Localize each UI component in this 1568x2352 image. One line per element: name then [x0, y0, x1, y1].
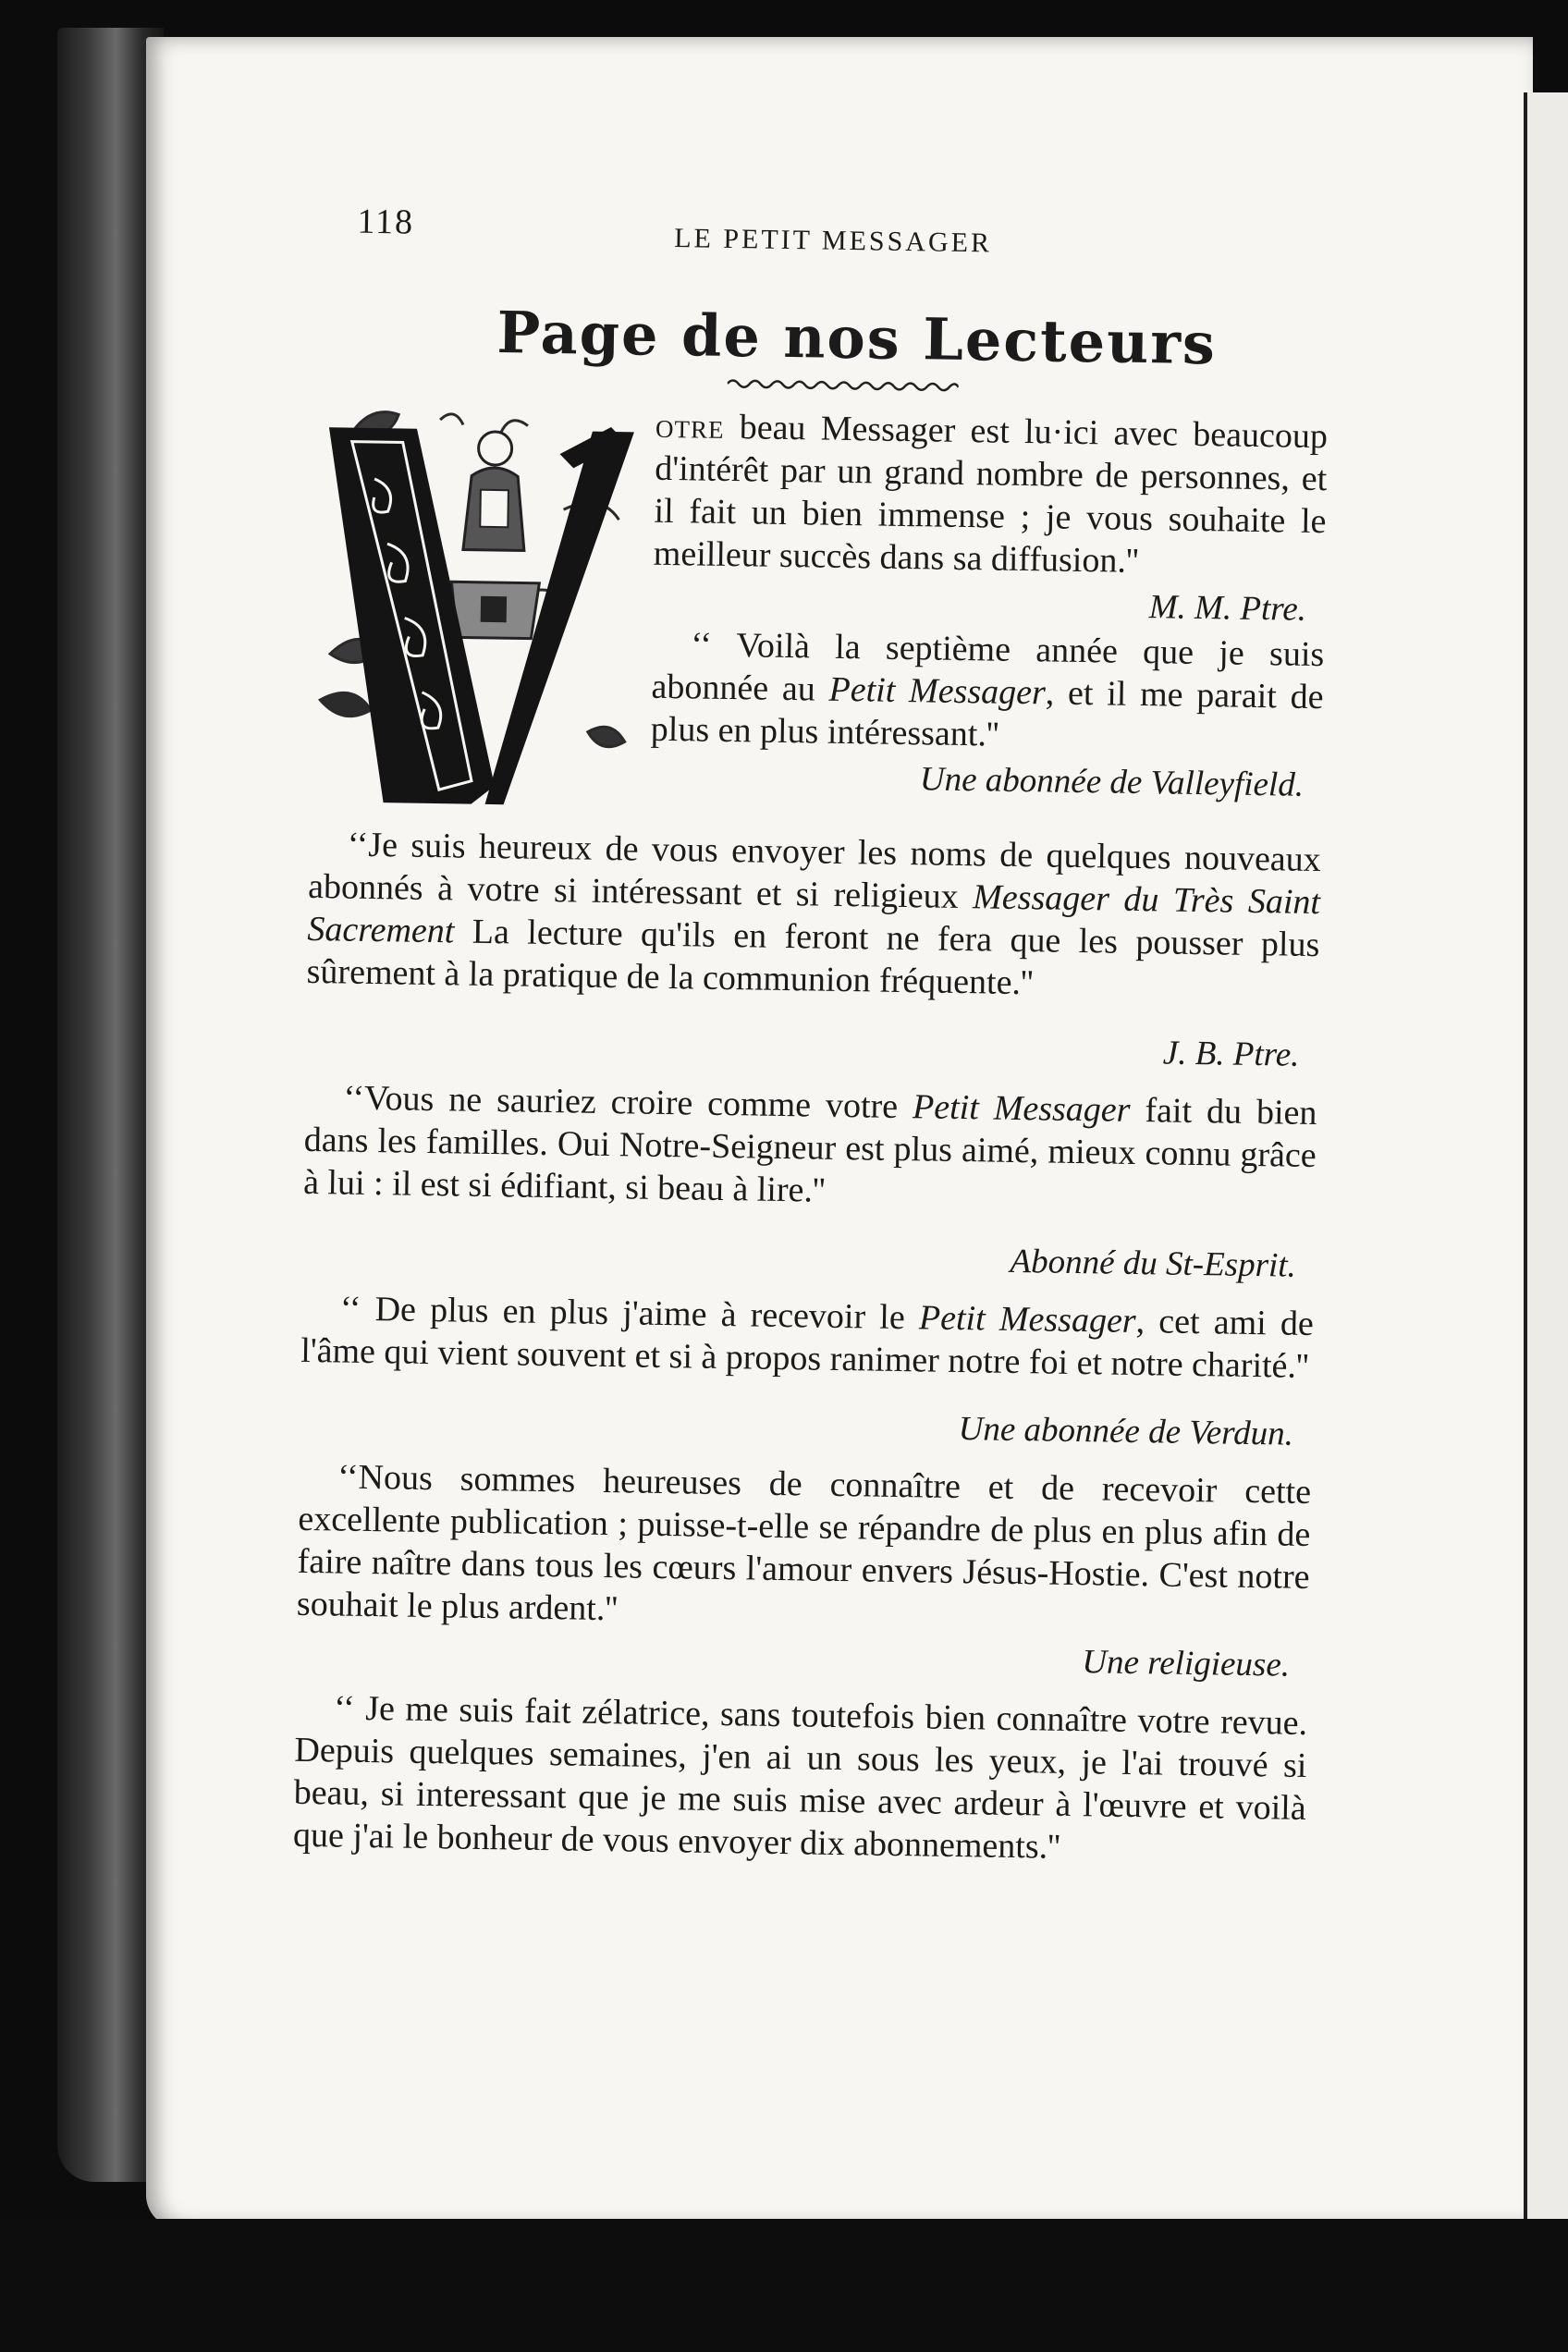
quote-3-text-after: La lecture qu'ils en feront ne fera que les pousser plus sûrement à la pratique de la communion fréquente.''	[306, 912, 1320, 1003]
quote-3	[306, 823, 1321, 1009]
quote-5-italic: Petit Messager	[918, 1298, 1136, 1341]
title-ornament	[728, 375, 959, 396]
quote-6	[297, 1455, 1312, 1641]
quote-5-text-after: , cet ami de l'âme qui vient souvent et si à propos ranimer notre foi et notre charité.''	[300, 1302, 1315, 1386]
quote-2	[651, 623, 1325, 761]
quote-4	[303, 1076, 1317, 1219]
page-number: 118	[357, 202, 415, 242]
scan-background	[0, 2219, 1568, 2352]
quote-1-smallcaps: otre	[655, 406, 725, 447]
quote-6-text: ‘‘Nous sommes heureuses de connaître et de recevoir cette excellente publication ; puisse-t-elle se répandre de plus en plus afin de faire naître dans tous les cœurs l'amour envers Jésus-Hostie. C'est notre souhait le plus ardent.''	[296, 1457, 1312, 1629]
signature-5: Une abonnée de Verdun.	[958, 1410, 1294, 1453]
quote-7	[293, 1686, 1308, 1872]
page-content	[293, 190, 1331, 1872]
illuminated-letter-v	[309, 395, 634, 815]
quote-2-italic: Petit Messager	[828, 669, 1047, 713]
quote-4-text-after: fait du bien dans les familles. Oui Notre-Seigneur est plus aimé, mieux connu grâce à lui : il est si édifiant, si beau à lire.''	[302, 1090, 1317, 1210]
quote-7-text: ‘‘ Je me suis fait zélatrice, sans toutefois bien connaître votre revue. Depuis quelques semaines, j'en ai un sous les yeux, je l'ai trouvé si beau, si interessant que je me suis mise avec ardeur à l'œuvre et voilà que j'ai le bonheur de vous envoyer dix abonnements.''	[292, 1688, 1308, 1867]
quote-2-text-after: , et il me parait de plus en plus intéressant.''	[650, 673, 1324, 754]
figure-illustration	[450, 431, 541, 638]
quote-5-text-before: ‘‘ De plus en plus j'aime à recevoir le	[339, 1289, 920, 1338]
signature-3: J. B. Ptre.	[1162, 1034, 1300, 1074]
quote-1	[653, 405, 1328, 585]
quote-4-text-before: ‘‘Vous ne sauriez croire comme votre	[343, 1078, 913, 1127]
running-title: LE PETIT MESSAGER	[673, 223, 993, 259]
quote-3-text-before: ‘‘Je suis heureux de vous envoyer les noms de quelques nouveaux abonnés à votre si intéressant et si religieux	[307, 825, 1322, 917]
signature-6: Une religieuse.	[1082, 1643, 1291, 1684]
reader-quotes	[293, 823, 1321, 1872]
quote-4-italic: Petit Messager	[912, 1087, 1131, 1130]
signature-2: Une abonnée de Valleyfield.	[919, 760, 1305, 804]
quote-5	[300, 1287, 1314, 1388]
adjacent-page-edge	[1524, 92, 1568, 2352]
quote-2-text-before: ‘‘ Voilà la septième année que je suis abonnée au	[651, 625, 1325, 709]
quote-1-text: beau Messager est lu·ici avec beaucoup d'intérêt par un grand nombre de personnes, et il fait un bien immense ; je vous souhaite le meilleur succès dans sa diffusion.''	[653, 407, 1329, 581]
dropcap-block	[309, 399, 1328, 831]
signature-1: M. M. Ptre.	[1148, 588, 1307, 629]
quote-3-italic: Messager du Très Saint Sacrement	[307, 877, 1321, 951]
signature-4: Abonné du St-Esprit.	[1010, 1242, 1297, 1285]
section-title: Page de nos Lecteurs	[496, 299, 1218, 378]
